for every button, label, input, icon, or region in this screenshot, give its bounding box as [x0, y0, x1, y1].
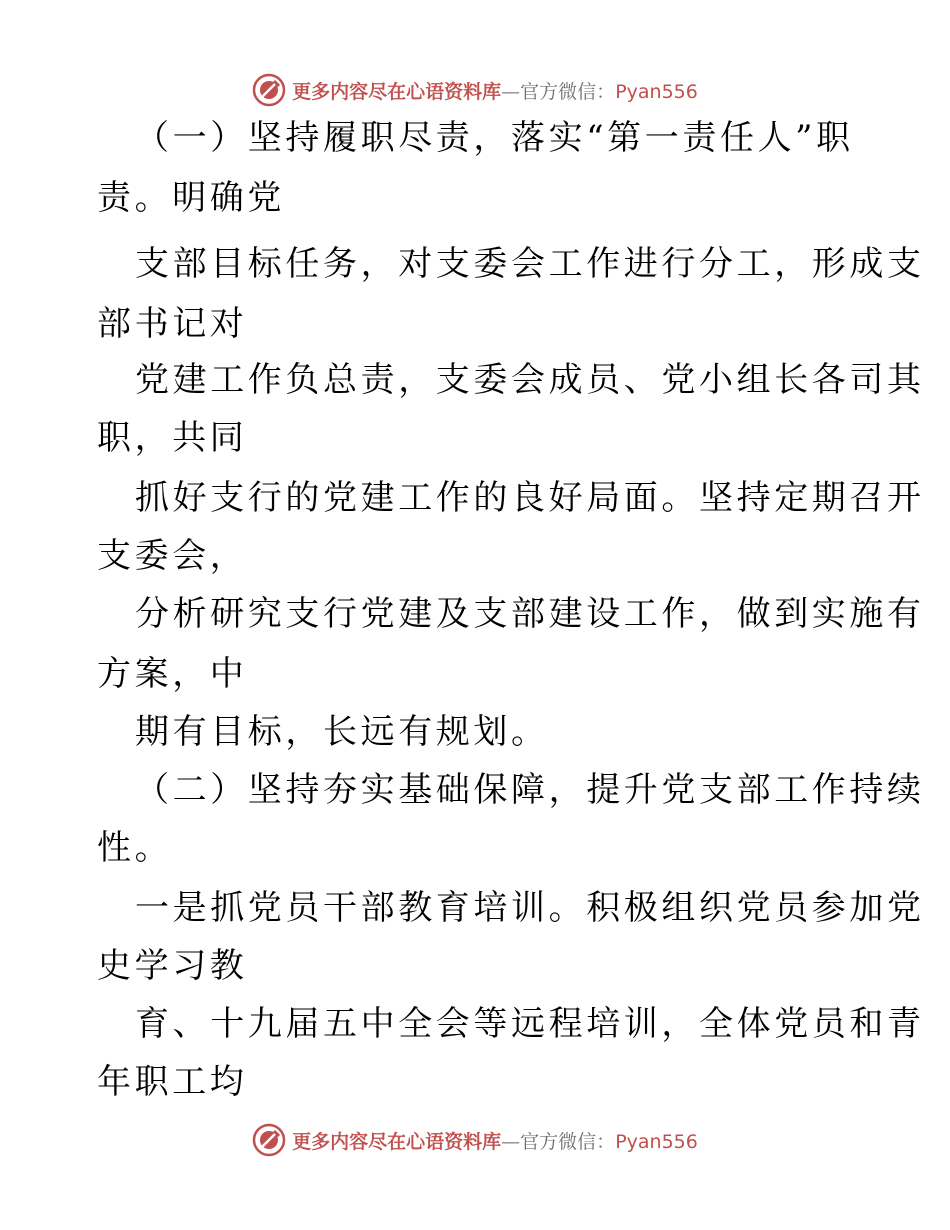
body-line: 抓好支行的党建工作的良好局面。坚持定期召开 [135, 478, 925, 518]
body-line: 支委会， [97, 536, 248, 576]
banner-dash: — [501, 80, 521, 103]
body-line: 性。 [97, 828, 173, 868]
banner-text [292, 77, 698, 104]
banner-dash: — [501, 1130, 521, 1153]
banner-wechat-label: 官方微信： [520, 1130, 616, 1153]
body-line: 方案，中 [97, 654, 248, 694]
body-line: 分析研究支行党建及支部建设工作，做到实施有 [135, 594, 925, 634]
body-line: 史学习教 [97, 946, 248, 986]
body-line: 职，共同 [97, 418, 248, 458]
banner-brand: 更多内容尽在心语资料库 [292, 1130, 502, 1153]
body-line: 一是抓党员干部教育培训。积极组织党员参加党 [135, 888, 925, 928]
body-line: （二）坚持夯实基础保障，提升党支部工作持续 [135, 770, 925, 810]
body-line: 责。明确党 [97, 178, 285, 218]
banner-wechat-id: Pyan556 [615, 1130, 698, 1153]
banner-brand: 更多内容尽在心语资料库 [292, 80, 502, 103]
body-line: 年职工均 [97, 1062, 248, 1102]
banner-text [292, 1127, 698, 1154]
seal-logo-icon [252, 1123, 286, 1157]
banner-wechat-id: Pyan556 [615, 80, 698, 103]
footer-banner [0, 1120, 950, 1160]
banner-wechat-label: 官方微信： [520, 80, 616, 103]
body-line: 部书记对 [97, 304, 248, 344]
body-line: 支部目标任务，对支委会工作进行分工，形成支 [135, 244, 925, 284]
header-banner [0, 70, 950, 110]
body-line: （一）坚持履职尽责，落实“第一责任人”职 [135, 118, 854, 158]
body-line: 育、十九届五中全会等远程培训，全体党员和青 [135, 1004, 925, 1044]
body-line: 期有目标，长远有规划。 [135, 712, 549, 752]
body-line: 党建工作负总责，支委会成员、党小组长各司其 [135, 360, 925, 400]
seal-logo-icon [252, 73, 286, 107]
